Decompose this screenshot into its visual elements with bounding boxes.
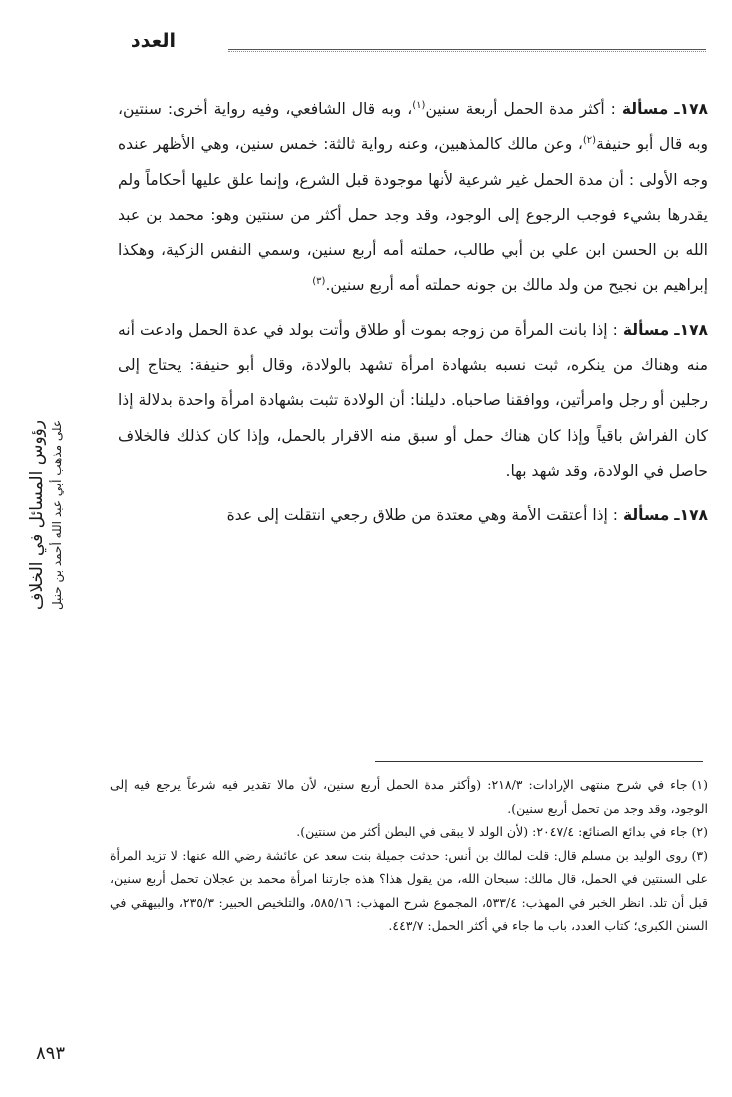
footnote-ref: (٣) xyxy=(312,276,326,288)
issue-label: مسألة xyxy=(621,100,669,118)
footnote xyxy=(110,844,708,938)
main-text xyxy=(118,92,708,534)
issue-text: : إذا بانت المرأة من زوجه بموت أو طلاق وأتت بولد في عدة الحمل وادعت أنه منه وهناك من ينكره، ثبت نسبه بشهادة امرأة تشهد بالولادة، وقال أبو حنيفة: يحتاج إلى رجلين أو رجل وامرأتين، ووافقنا صاحباه. دليلنا: أن الولادة تثبت بشهادة امرأة واحدة بدلالة إذا كان الفراش باقياً وإذا كان هناك حمل أو سبق منه الاقرار بالحمل، وإذا كان كذلك فالخلاف حاصل في الولادة، وقد شهد بها. xyxy=(118,320,708,480)
side-caption-subtitle: على مذهب أبي عبد الله أحمد بن حنبل xyxy=(50,419,64,611)
issue-paragraph xyxy=(118,313,708,489)
header-rule-dotted xyxy=(228,51,706,52)
footnote xyxy=(110,820,708,844)
footnote xyxy=(110,773,708,820)
header-rule xyxy=(228,49,706,50)
footnote-separator xyxy=(375,761,703,762)
side-caption xyxy=(26,380,70,650)
footnote-mark: (١) xyxy=(691,777,708,792)
issue-text: : أكثر مدة الحمل أربعة سنين xyxy=(425,100,622,118)
footnotes xyxy=(110,773,708,938)
issue-label: مسألة xyxy=(622,320,670,339)
footnote-text: جاء في بدائع الصنائع: ٢٠٤٧/٤: (لأن الولد لا يبقى في البطن أكثر من سنتين). xyxy=(296,824,688,839)
issue-number: ١٧٨ـ xyxy=(674,100,708,118)
footnote-ref: (١) xyxy=(412,99,426,111)
issue-label: مسألة xyxy=(622,506,670,525)
issue-text: : إذا أعتقت الأمة وهي معتدة من طلاق رجعي انتقلت إلى عدة xyxy=(226,506,623,525)
side-caption-book-title: رؤوس المسائل في الخلاف xyxy=(27,419,47,611)
issue-paragraph xyxy=(118,92,708,304)
issue-text-continued: ، وبه قال الشافعي، وفيه رواية أخرى: سنتين، وبه قال أبو حنيفة xyxy=(118,100,708,154)
footnote-mark: (٣) xyxy=(691,847,708,863)
page-number: ٨٩٣ xyxy=(36,1043,66,1064)
issue-number: ١٧٨ـ xyxy=(674,320,708,339)
issue-text-continued: ، وعن مالك كالمذهبين، وعنه رواية ثالثة: خمس سنين، وهي الأظهر عنده وجه الأولى : أن مدة الحمل غير شرعية لأنها موجودة قبل الشرع، وإنما علق عليها أحكاماً ولم يقدرها بشيء فوجب الرجوع إلى الوجود، وقد وجد حمل أكثر من سنتين وهو: محمد بن عبد الله بن الحسن ابن علي بن أبي طالب، حملته أمه أربع سنين، وسمي النفس الزكية، وهكذا إبراهيم بن نجيح من ولد مالك بن جونه حملته أمه أربع سنين. xyxy=(118,135,708,295)
issue-paragraph xyxy=(118,498,708,533)
footnote-text: روى الوليد بن مسلم قال: قلت لمالك بن أنس: حدثت جميلة بنت سعد عن عائشة رضي الله عنها: لا تزيد المرأة على السنتين في الحمل، قال مالك: سبحان الله، من يقول هذا؟ هذه جارتنا امرأة محمد بن عجلان تحمل أربع سنين، قبل أن تلد. انظر الخبر في المهذب: ٥٣٣/٤، المجموع شرح المهذب: ٥٨٥/١٦، والتلخيص الحبير: ٢٣٥/٣، والبيهقي في السنن الكبرى؛ كتاب العدد، باب ما جاء في أكثر الحمل: ٤٤٣/٧. xyxy=(110,847,708,933)
running-header-title: العدد xyxy=(130,30,176,52)
footnote-text: جاء في شرح منتهى الإرادات: ٢١٨/٣: (وأكثر مدة الحمل أربع سنين، لأن مالا تقدير فيه شرعاً يرجع فيه إلى الوجود، وقد وجد من تحمل أربع سنين). xyxy=(110,777,708,816)
issue-number: ١٧٨ـ xyxy=(674,506,708,525)
footnote-mark: (٢) xyxy=(691,824,708,839)
footnote-ref: (٢) xyxy=(582,135,597,147)
